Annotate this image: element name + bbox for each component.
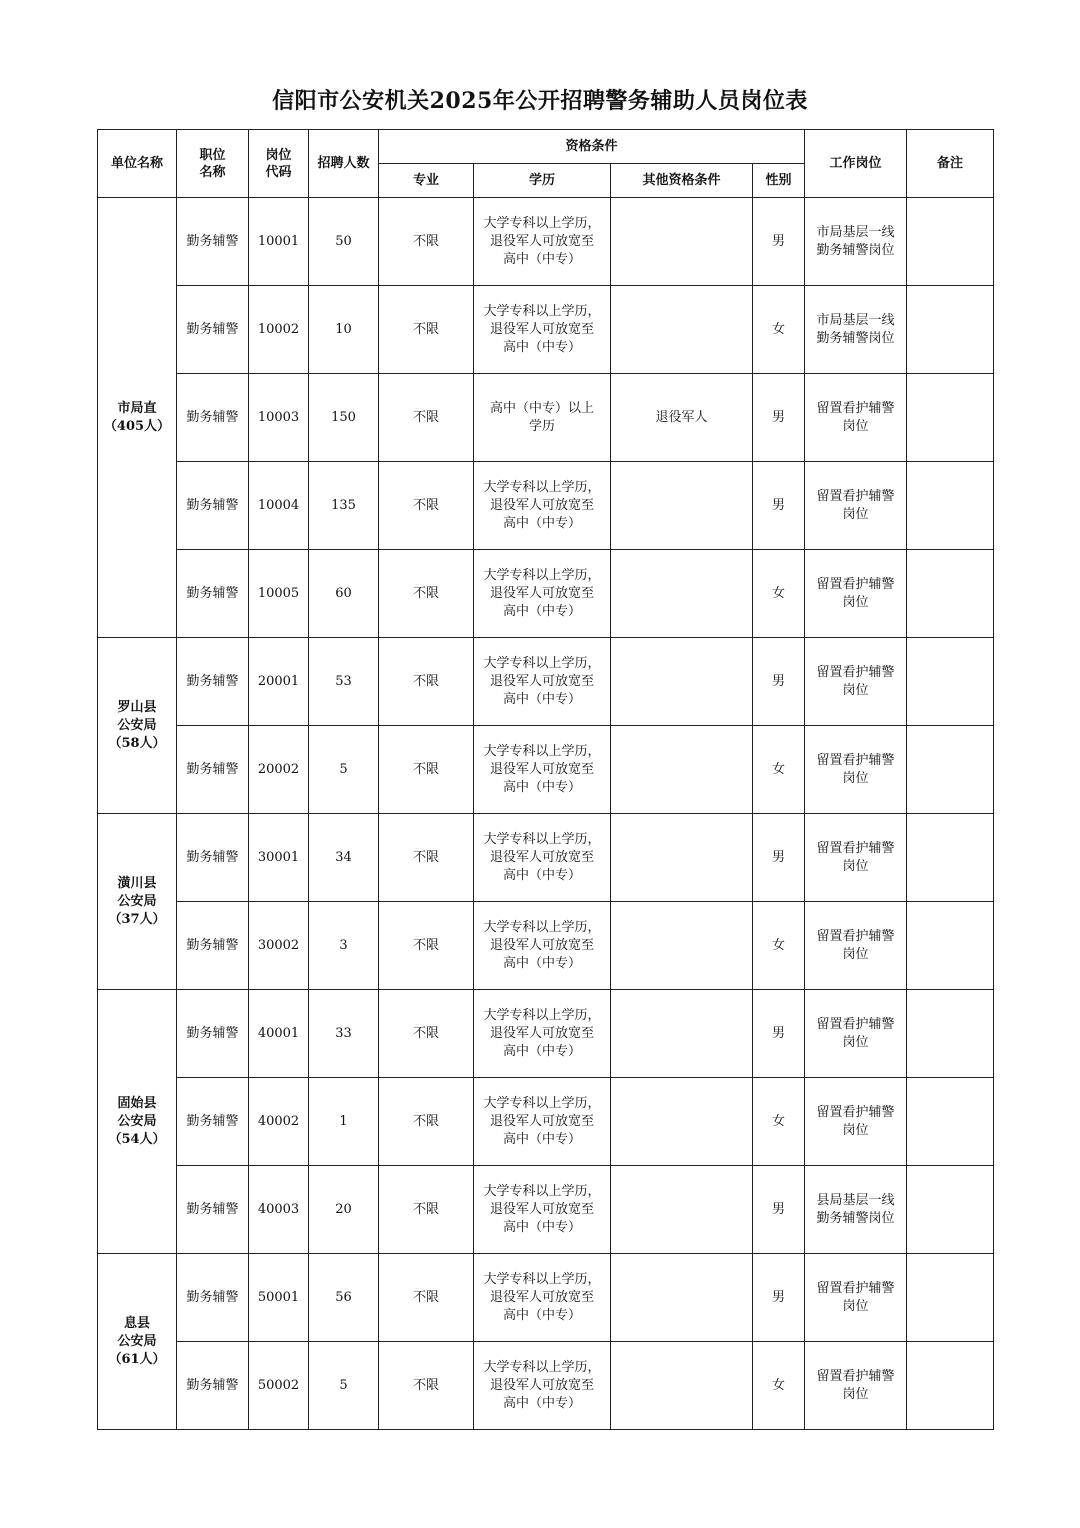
remark-cell <box>907 1254 994 1342</box>
other-qualification-cell <box>611 638 753 726</box>
other-qualification-cell <box>611 990 753 1078</box>
other-qualification-cell <box>611 1078 753 1166</box>
count-cell: 5 <box>309 1342 379 1430</box>
code-cell: 10001 <box>249 198 309 286</box>
code-cell: 10003 <box>249 374 309 462</box>
education-cell: 大学专科以上学历， 退役军人可放宽至 高中（中专） <box>474 726 611 814</box>
major-cell: 不限 <box>379 1166 474 1254</box>
job-cell: 县局基层一线 勤务辅警岗位 <box>805 1166 907 1254</box>
code-cell: 20001 <box>249 638 309 726</box>
remark-cell <box>907 1166 994 1254</box>
remark-cell <box>907 902 994 990</box>
remark-cell <box>907 726 994 814</box>
table-row <box>98 374 994 462</box>
count-cell: 50 <box>309 198 379 286</box>
job-cell: 留置看护辅警 岗位 <box>805 374 907 462</box>
major-cell: 不限 <box>379 374 474 462</box>
major-cell: 不限 <box>379 1342 474 1430</box>
job-cell: 留置看护辅警 岗位 <box>805 814 907 902</box>
remark-cell <box>907 1342 994 1430</box>
gender-cell: 男 <box>753 1254 805 1342</box>
job-cell: 市局基层一线 勤务辅警岗位 <box>805 286 907 374</box>
position-cell: 勤务辅警 <box>177 1254 249 1342</box>
code-cell: 40002 <box>249 1078 309 1166</box>
header-qualifications: 资格条件 <box>379 130 805 164</box>
code-cell: 40001 <box>249 990 309 1078</box>
table-row <box>98 462 994 550</box>
education-cell: 大学专科以上学历， 退役军人可放宽至 高中（中专） <box>474 1254 611 1342</box>
remark-cell <box>907 814 994 902</box>
position-cell: 勤务辅警 <box>177 1342 249 1430</box>
table-row <box>98 990 994 1078</box>
education-cell: 大学专科以上学历， 退役军人可放宽至 高中（中专） <box>474 286 611 374</box>
education-cell: 大学专科以上学历， 退役军人可放宽至 高中（中专） <box>474 1078 611 1166</box>
other-qualification-cell: 退役军人 <box>611 374 753 462</box>
education-cell: 大学专科以上学历， 退役军人可放宽至 高中（中专） <box>474 814 611 902</box>
education-cell: 大学专科以上学历， 退役军人可放宽至 高中（中专） <box>474 1342 611 1430</box>
gender-cell: 男 <box>753 990 805 1078</box>
job-cell: 留置看护辅警 岗位 <box>805 638 907 726</box>
major-cell: 不限 <box>379 1078 474 1166</box>
unit-name-cell: 息县 公安局 （61人） <box>98 1254 177 1430</box>
count-cell: 10 <box>309 286 379 374</box>
major-cell: 不限 <box>379 990 474 1078</box>
remark-cell <box>907 198 994 286</box>
position-cell: 勤务辅警 <box>177 990 249 1078</box>
other-qualification-cell <box>611 1166 753 1254</box>
major-cell: 不限 <box>379 198 474 286</box>
remark-cell <box>907 550 994 638</box>
header-job: 工作岗位 <box>805 130 907 198</box>
code-cell: 50001 <box>249 1254 309 1342</box>
header-other: 其他资格条件 <box>611 164 753 198</box>
count-cell: 5 <box>309 726 379 814</box>
table-row <box>98 550 994 638</box>
education-cell: 大学专科以上学历， 退役军人可放宽至 高中（中专） <box>474 638 611 726</box>
header-education: 学历 <box>474 164 611 198</box>
header-unit: 单位名称 <box>98 130 177 198</box>
education-cell: 大学专科以上学历， 退役军人可放宽至 高中（中专） <box>474 550 611 638</box>
count-cell: 135 <box>309 462 379 550</box>
other-qualification-cell <box>611 286 753 374</box>
education-cell: 高中（中专）以上 学历 <box>474 374 611 462</box>
unit-name-cell: 固始县 公安局 （54人） <box>98 990 177 1254</box>
education-cell: 大学专科以上学历， 退役军人可放宽至 高中（中专） <box>474 1166 611 1254</box>
other-qualification-cell <box>611 198 753 286</box>
job-cell: 留置看护辅警 岗位 <box>805 1078 907 1166</box>
table-row <box>98 902 994 990</box>
other-qualification-cell <box>611 902 753 990</box>
gender-cell: 女 <box>753 726 805 814</box>
unit-name-cell: 市局直 （405人） <box>98 198 177 638</box>
job-cell: 留置看护辅警 岗位 <box>805 726 907 814</box>
header-code: 岗位 代码 <box>249 130 309 198</box>
gender-cell: 男 <box>753 374 805 462</box>
major-cell: 不限 <box>379 1254 474 1342</box>
major-cell: 不限 <box>379 814 474 902</box>
page-title: 信阳市公安机关2025年公开招聘警务辅助人员岗位表 <box>272 88 808 114</box>
table-row <box>98 198 994 286</box>
header-remark: 备注 <box>907 130 994 198</box>
code-cell: 10004 <box>249 462 309 550</box>
position-cell: 勤务辅警 <box>177 462 249 550</box>
education-cell: 大学专科以上学历， 退役军人可放宽至 高中（中专） <box>474 902 611 990</box>
count-cell: 150 <box>309 374 379 462</box>
position-cell: 勤务辅警 <box>177 1166 249 1254</box>
code-cell: 30001 <box>249 814 309 902</box>
gender-cell: 女 <box>753 1078 805 1166</box>
table-header <box>98 130 994 198</box>
count-cell: 56 <box>309 1254 379 1342</box>
position-cell: 勤务辅警 <box>177 550 249 638</box>
code-cell: 10002 <box>249 286 309 374</box>
gender-cell: 男 <box>753 462 805 550</box>
education-cell: 大学专科以上学历， 退役军人可放宽至 高中（中专） <box>474 198 611 286</box>
count-cell: 53 <box>309 638 379 726</box>
count-cell: 3 <box>309 902 379 990</box>
other-qualification-cell <box>611 1254 753 1342</box>
gender-cell: 男 <box>753 1166 805 1254</box>
position-cell: 勤务辅警 <box>177 902 249 990</box>
major-cell: 不限 <box>379 462 474 550</box>
count-cell: 60 <box>309 550 379 638</box>
other-qualification-cell <box>611 550 753 638</box>
other-qualification-cell <box>611 726 753 814</box>
code-cell: 20002 <box>249 726 309 814</box>
code-cell: 10005 <box>249 550 309 638</box>
major-cell: 不限 <box>379 638 474 726</box>
code-cell: 50002 <box>249 1342 309 1430</box>
unit-name-cell: 潢川县 公安局 （37人） <box>98 814 177 990</box>
remark-cell <box>907 1078 994 1166</box>
count-cell: 1 <box>309 1078 379 1166</box>
position-cell: 勤务辅警 <box>177 286 249 374</box>
gender-cell: 女 <box>753 286 805 374</box>
job-cell: 市局基层一线 勤务辅警岗位 <box>805 198 907 286</box>
job-cell: 留置看护辅警 岗位 <box>805 462 907 550</box>
education-cell: 大学专科以上学历， 退役军人可放宽至 高中（中专） <box>474 462 611 550</box>
count-cell: 34 <box>309 814 379 902</box>
table-row <box>98 1078 994 1166</box>
remark-cell <box>907 990 994 1078</box>
position-cell: 勤务辅警 <box>177 198 249 286</box>
gender-cell: 男 <box>753 814 805 902</box>
code-cell: 30002 <box>249 902 309 990</box>
count-cell: 20 <box>309 1166 379 1254</box>
table-row <box>98 638 994 726</box>
position-cell: 勤务辅警 <box>177 1078 249 1166</box>
header-position: 职位 名称 <box>177 130 249 198</box>
job-cell: 留置看护辅警 岗位 <box>805 550 907 638</box>
position-cell: 勤务辅警 <box>177 726 249 814</box>
position-cell: 勤务辅警 <box>177 374 249 462</box>
table-body <box>98 198 994 1430</box>
major-cell: 不限 <box>379 550 474 638</box>
table-row <box>98 286 994 374</box>
positions-table <box>97 129 994 1430</box>
remark-cell <box>907 462 994 550</box>
remark-cell <box>907 374 994 462</box>
major-cell: 不限 <box>379 726 474 814</box>
remark-cell <box>907 286 994 374</box>
major-cell: 不限 <box>379 286 474 374</box>
position-cell: 勤务辅警 <box>177 638 249 726</box>
education-cell: 大学专科以上学历， 退役军人可放宽至 高中（中专） <box>474 990 611 1078</box>
header-count: 招聘人数 <box>309 130 379 198</box>
job-cell: 留置看护辅警 岗位 <box>805 990 907 1078</box>
gender-cell: 女 <box>753 550 805 638</box>
other-qualification-cell <box>611 462 753 550</box>
major-cell: 不限 <box>379 902 474 990</box>
header-gender: 性别 <box>753 164 805 198</box>
table-row <box>98 1342 994 1430</box>
count-cell: 33 <box>309 990 379 1078</box>
other-qualification-cell <box>611 814 753 902</box>
gender-cell: 男 <box>753 638 805 726</box>
gender-cell: 女 <box>753 902 805 990</box>
other-qualification-cell <box>611 1342 753 1430</box>
gender-cell: 男 <box>753 198 805 286</box>
header-major: 专业 <box>379 164 474 198</box>
table-row <box>98 1254 994 1342</box>
job-cell: 留置看护辅警 岗位 <box>805 1254 907 1342</box>
job-cell: 留置看护辅警 岗位 <box>805 1342 907 1430</box>
unit-name-cell: 罗山县 公安局 （58人） <box>98 638 177 814</box>
table-row <box>98 814 994 902</box>
table-row <box>98 1166 994 1254</box>
table-row <box>98 726 994 814</box>
gender-cell: 女 <box>753 1342 805 1430</box>
code-cell: 40003 <box>249 1166 309 1254</box>
position-cell: 勤务辅警 <box>177 814 249 902</box>
job-cell: 留置看护辅警 岗位 <box>805 902 907 990</box>
remark-cell <box>907 638 994 726</box>
